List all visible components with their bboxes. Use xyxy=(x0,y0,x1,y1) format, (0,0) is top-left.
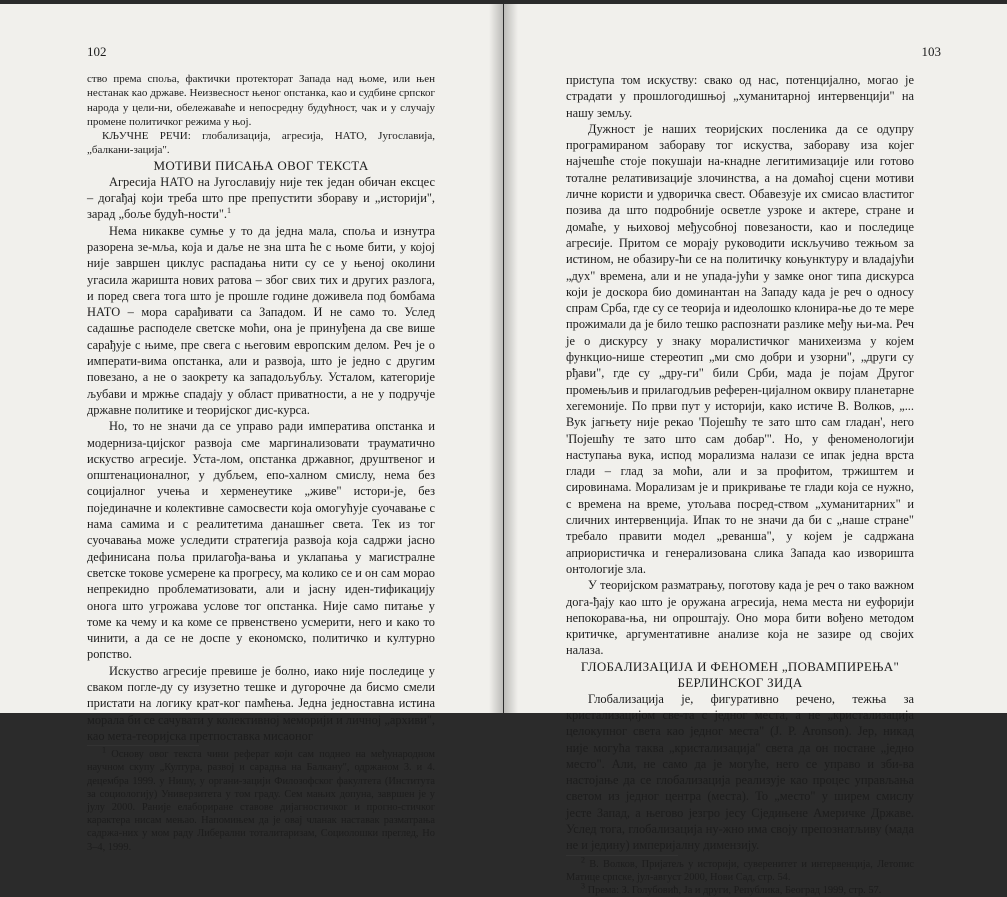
paragraph: Агресија НАТО на Југославију није тек један обичан ексцес – догађај који треба што пре препустити збораву и „историји", зарад „боље будућ-ности".$^1$ xyxy=(87,174,435,222)
left-footnotes xyxy=(87,745,435,854)
footnote-marker: 1 xyxy=(102,745,106,755)
right-gutter-shadow xyxy=(504,4,518,713)
left-gutter-shadow xyxy=(489,4,503,713)
paragraph: Искуство агресије превише је болно, иако није последице у сваком погле-ду су изузетно тешке и дугорочне да бисмо смели пристати на логику крат-ког памћења. Једна једноставна истина морала би се сачувати у колективној меморији и личној „архиви", као мета-теоријска претпоставка мисаоног xyxy=(87,663,435,743)
left-page-number: 102 xyxy=(87,44,107,59)
right-text-column xyxy=(566,72,914,897)
footnote: $^3$ Према: З. Голубовић, Ја и други, Република, Београд 1999, стр. 57. xyxy=(581,881,882,897)
footnote: $^2$ В. Волков, Пријатељ у историји, суверенитет и интервенција, Летопис Матице српске, јул-август 2000, Нови Сад, стр. 54. xyxy=(566,855,914,883)
abstract-block xyxy=(87,72,435,158)
section-heading-globalization: ГЛОБАЛИЗАЦИЈА И ФЕНОМЕН „ПОВАМПИРЕЊА" БЕРЛИНСКОГ ЗИДА xyxy=(580,658,900,690)
right-footnotes xyxy=(566,855,914,897)
footnote-ref: 1 xyxy=(227,206,231,216)
left-body xyxy=(87,174,435,744)
paragraph: Дужност је наших теоријских посленика да се одупру програмираном забораву тог искуства, забораву иза којег најчешће стоје покушаји на-кнадне легитимизације или готово тоталне релативизације злочинства, а на домаћој сцени мотиви личне користи и удворичка свест. Обавезује их смисао властитог позива да што подробније осветле узроке и актере, стране и домаће, у њиховој међусобној повезаности, као и последице агресије. Притом се морају руководити искључиво тежњом за истином, не обазиру-ћи се на политичку коњунктуру и владајући „дух" времена, али и не упада-јући у замке оног типа дискурса који је доскора био доминантан на Западу када је реч о односу спрам Срба, где су се теорија и идеолошко клонира-ње до те мере прожимали да је било тешко распознати разлике међу њи-ма. Реч је о дискурсу у знаку моралистичког манихеизма у којем функцио-нише стереотип „ми смо добри и узорни", „други су рђави", где су „дру-ги" били Срби, мада је појам Другог промењљив и прилагодљив референ-цијалном оквиру планетарне хегемоније. По први пут у историји, како истиче В. Волков, „... Вук јагњету није рекао 'Појешћу те зато што сам гладан', него 'Појешћу те зато што сам добар'". Но, у феноменологији наступања вука, испод морализма налази се ипак једна врста глади – глад за моћи, али и за профитом, тржиштем и сировинама. Морализам је и прикривање те глади која се нужно, с времена на време, утољава посред-ством „хуманитарних" и сличних интервенција. Ипак то не значи да би с „наше стране" требало правити модел „реванша", у којем је садржана априористичка и генерализована слика Запада као извориштa онтологије зла. xyxy=(566,121,914,576)
footnote-marker: 3 xyxy=(581,881,585,891)
section-heading-motives: МОТИВИ ПИСАЊА ОВОГ ТЕКСТА xyxy=(153,157,369,173)
footnote: $^1$ Основу овог текста чини реферат који сам поднео на међународном научном скупу „Култура, развој и сарадња на Балкану", одржаном 3. и 4. децембра 1999. у Нишу, у органи-зацији Филозофског факултета (Института за социологију) Универзитета у том граду. Сем мањих допуна, завршен је у јулу 2000. Раније елабориране ставове дијагностичког и прогно-стичког карактера нисам мењао. Напомињем да је овај чланак наставак разматрања садржа-них у мом раду Либерални тоталитаризам, Социолошки преглед, Но 3–4, 1999. xyxy=(87,745,435,853)
right-page xyxy=(504,4,1007,897)
paragraph: У теоријском разматрању, поготову када је реч о тако важном дога-ђају као што је оружана агресија, нема места ни еуфорији непокорава-ња, ни опроштају. Оно мора бити вођено методом критичке, аргументативне анализе која не зазире од својих налаза. xyxy=(566,578,914,658)
left-text-column xyxy=(87,72,435,854)
abstract-text: ство према споља, фактички протекторат Запада над њоме, или њен нестанак као државе. Неизвесност њеног опстанка, као и судбине српског народа у цели-ни, обележаваће и непосредну будућност, чак и у случају промене политичког режима у њој. xyxy=(87,73,435,128)
paragraph: Нема никакве сумње у то да једна мала, споља и изнутра разорена зе-мља, која и даље не зна шта ће с њоме бити, у којој није завршен циклус распадања нити су се у њеној околини угасила жаришта нових ратова – због свих тих и других разлога, и поред свега тога што је прошле године доживела под бомбама НАТО – мора сарађивати са Западом. И не само то. Услед садашње расподеле светске моћи, она је принуђена да све више сарађује с њиме, пре свега с његовим европским делом. Реч је о императи-вима опстанка, али и развоја, што је једно с другим повезано, а не о заокрету ка западољубљу. Усталом, категорије љубави и мржње спадају у област приватности, а не у подручје државне политике и теоријског дис-курса. xyxy=(87,223,435,417)
right-body xyxy=(566,72,914,659)
paragraph: Глобализација је, фигуративно речено, тежња за кристализацијом све-та с једног места, а не „кристализација целокупног света као једног места" (J. P. Aronson). Јер, никад није могућа таква „кристализација" света да он постане „једно место". Али, не само да је могуће, него се управо и зби-ва настојање да се глобализација реализује као процес управљања светом из једног центра (места). То „место" у ширем смислу јесте Запад, а његово језгро јесу Сједињене Америчке Државе. Услед тога, глобализација ну-жно има своју препознатљиву (мада не и једину) империјалну димензију. xyxy=(566,691,914,853)
left-page xyxy=(0,4,503,853)
right-section-body xyxy=(566,691,914,854)
paragraph: Но, то не значи да се управо ради императива опстанка и модерниза-цијског развоја сме маргинализовати трауматично искуство агресије. Уста-лом, опстанка државног, друштвеног и општенационалног, у дубљем, епо-халном смислу, нема без социјалног учења и херменеутике „живе" истори-је, без појединачне и колективне самосвести која омогућује суочавање с нама самима и с реалитетима данашњег света. Тек из тог суочавања може уследити стратегија развоја која садржи јасно дефинисана поља прилагођа-вања и уклапања у магистралне светске токове усмерене ка прогресу, ма колико се и он сам морао непрекидно проблематизовати, али и јасну иден-тификацију онога што угрожава услове тог опстанка. Није само питање у томе ка чему и ка коме се првенствено усмерити, него и како то чинити, а да се не доспе у економско, политичко и културно ропство. xyxy=(87,419,435,662)
paragraph: приступа том искуству: свако од нас, потенцијално, могао је страдати у прошлогодишњој „хуманитарној интервенцији" на нашу земљу. xyxy=(566,73,914,120)
footnote-marker: 2 xyxy=(581,855,585,865)
right-page-number: 103 xyxy=(921,44,941,59)
keywords-line: КЉУЧНЕ РЕЧИ: глобализација, агресија, НАТО, Југославија, „балкани-зација". xyxy=(87,130,435,157)
